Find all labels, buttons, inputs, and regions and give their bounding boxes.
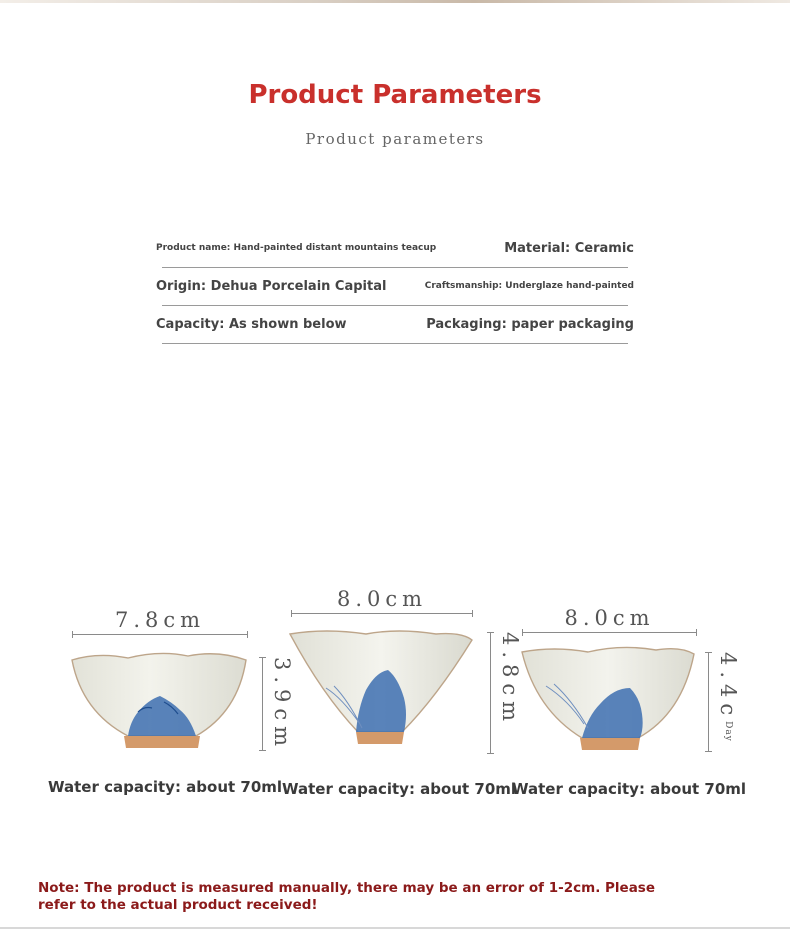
cup2-height-dimension	[490, 632, 522, 754]
dimension-rule	[490, 632, 491, 754]
dimension-rule	[708, 652, 709, 752]
cup3-height-dimension	[708, 652, 740, 752]
param-row	[156, 306, 634, 344]
cup2-width-dimension	[291, 587, 473, 611]
param-material: Material: Ceramic	[504, 241, 634, 256]
cup3-teacup-image	[518, 644, 700, 756]
param-craftsmanship: Craftsmanship: Underglaze hand-painted	[424, 281, 634, 291]
page-title: Product Parameters	[248, 80, 542, 110]
cup2-width-label: 8.0cm	[336, 587, 428, 611]
param-product-name: Product name: Hand-painted distant mountains teacup	[156, 243, 437, 253]
param-row	[156, 268, 634, 306]
cup2-teacup-image	[286, 628, 476, 756]
dimension-rule	[72, 634, 248, 635]
dimension-rule	[262, 657, 263, 751]
cup1-width-label: 7.8cm	[114, 608, 206, 632]
cup2-height-label: 4.8cm	[498, 632, 522, 728]
param-capacity: Capacity: As shown below	[156, 317, 347, 332]
cup3-width-label: 8.0cm	[564, 606, 655, 630]
dimension-rule	[522, 632, 697, 633]
cup1-capacity: Water capacity: about 70ml	[48, 778, 283, 796]
cup1-teacup-image	[68, 650, 252, 756]
cup3-height-label: 4.4cDay	[716, 652, 740, 742]
cup3-width-dimension	[522, 606, 697, 630]
row-divider	[162, 343, 628, 344]
cup3-capacity: Water capacity: about 70ml	[512, 780, 747, 798]
param-origin: Origin: Dehua Porcelain Capital	[156, 279, 387, 294]
param-packaging: Packaging: paper packaging	[426, 317, 634, 332]
cup1-width-dimension	[72, 608, 248, 632]
parameters-table	[156, 230, 634, 344]
param-row	[156, 230, 634, 268]
measurement-note: Note: The product is measured manually, there may be an error of 1-2cm. Please refer to the actual product received!	[38, 880, 655, 913]
dimension-rule	[291, 613, 473, 614]
page-subtitle: Product parameters	[305, 130, 485, 148]
cup1-height-label: 3.9cm	[270, 657, 294, 753]
top-decorative-rule	[0, 0, 790, 3]
cup2-capacity: Water capacity: about 70ml	[282, 780, 517, 798]
cup1-height-dimension	[262, 657, 294, 753]
